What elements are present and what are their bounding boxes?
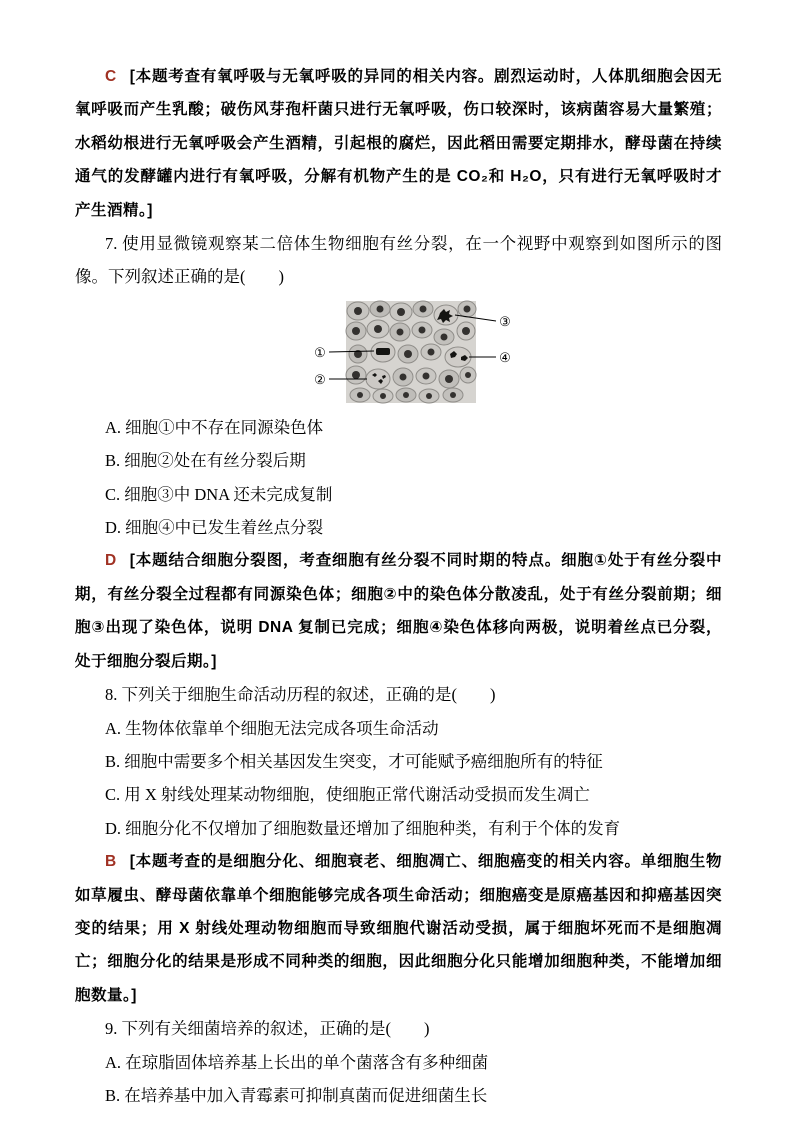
answer-letter-7: D: [105, 552, 117, 570]
question-9-option-b: B. 在培养基中加入青霉素可抑制真菌而促进细菌生长: [105, 1085, 488, 1105]
question-9-option-a: A. 在琼脂固体培养基上长出的单个菌落含有多种细菌: [105, 1052, 489, 1072]
answer-block-8: [75, 845, 722, 1012]
answer-letter-6: C: [105, 68, 117, 85]
question-8-option-b: B. 细胞中需要多个相关基因发生突变，才可能赋予癌细胞所有的特征: [105, 751, 603, 771]
answer-block-6: [75, 60, 722, 227]
answer-body-7: [本题结合细胞分裂图，考查细胞有丝分裂不同时期的特点。细胞①处于有丝分裂中期，有丝分裂全过程都有同源染色体；细胞②中的染色体分散凌乱，处于有丝分裂前期；细胞③出现了染色体，说明 DNA 复制已完成；细胞④染色体移向两极，说明着丝点已分裂，处于细胞分裂后期。]: [75, 552, 722, 670]
micrograph-svg: [308, 299, 518, 407]
answer-body-8: [本题考查的是细胞分化、细胞衰老、细胞凋亡、细胞癌变的相关内容。单细胞生物如草履虫、酵母菌依靠单个细胞能够完成各项生命活动；细胞癌变是原癌基因和抑癌基因突变的结果；用 X 射线处理动物细胞而导致细胞代谢活动受损，属于细胞坏死而不是细胞凋亡；细胞分化的结果是形成不同种类的细胞，因此细胞分化只能增加细胞种类，不能增加细胞数量。]: [75, 853, 722, 1004]
question-7-option-c: C. 细胞③中 DNA 还未完成复制: [105, 484, 333, 504]
question-7-option-a: A. 细胞①中不存在同源染色体: [105, 417, 324, 437]
question-8-option-a: A. 生物体依靠单个细胞无法完成各项生命活动: [105, 718, 439, 738]
answer-body-6: [本题考查有氧呼吸与无氧呼吸的异同的相关内容。剧烈运动时，人体肌细胞会因无氧呼吸而产生乳酸；破伤风芽孢杆菌只进行无氧呼吸，伤口较深时，该病菌容易大量繁殖；水稻幼根进行无氧呼吸会产生酒精，引起根的腐烂，因此稻田需要定期排水，酵母菌在持续通气的发酵罐内进行有氧呼吸，分解有机物产生的是 CO₂和 H₂O，只有进行无氧呼吸时才产生酒精。]: [75, 68, 722, 219]
answer-letter-8: B: [105, 853, 117, 871]
question-8-option-c: C. 用 X 射线处理某动物细胞，使细胞正常代谢活动受损而发生凋亡: [105, 785, 590, 805]
answer-block-7: [75, 544, 722, 678]
question-8-option-d: D. 细胞分化不仅增加了细胞数量还增加了细胞种类，有利于个体的发育: [105, 818, 621, 838]
figure-mitosis-micrograph: [308, 299, 518, 407]
question-8-stem: 8. 下列关于细胞生命活动历程的叙述，正确的是( ): [105, 685, 496, 705]
figure-label-1: ①: [313, 344, 326, 360]
figure-label-3: ③: [498, 313, 511, 329]
question-7-option-b: B. 细胞②处在有丝分裂后期: [105, 451, 306, 471]
question-7-option-d: D. 细胞④中已发生着丝点分裂: [105, 518, 324, 538]
question-9-stem: 9. 下列有关细菌培养的叙述，正确的是( ): [105, 1019, 430, 1039]
question-7-stem: 7. 使用显微镜观察某二倍体生物细胞有丝分裂，在一个视野中观察到如图所示的图像。下列叙述正确的是( ): [75, 234, 722, 287]
figure-label-4: ④: [498, 349, 511, 365]
figure-label-2: ②: [313, 371, 326, 387]
